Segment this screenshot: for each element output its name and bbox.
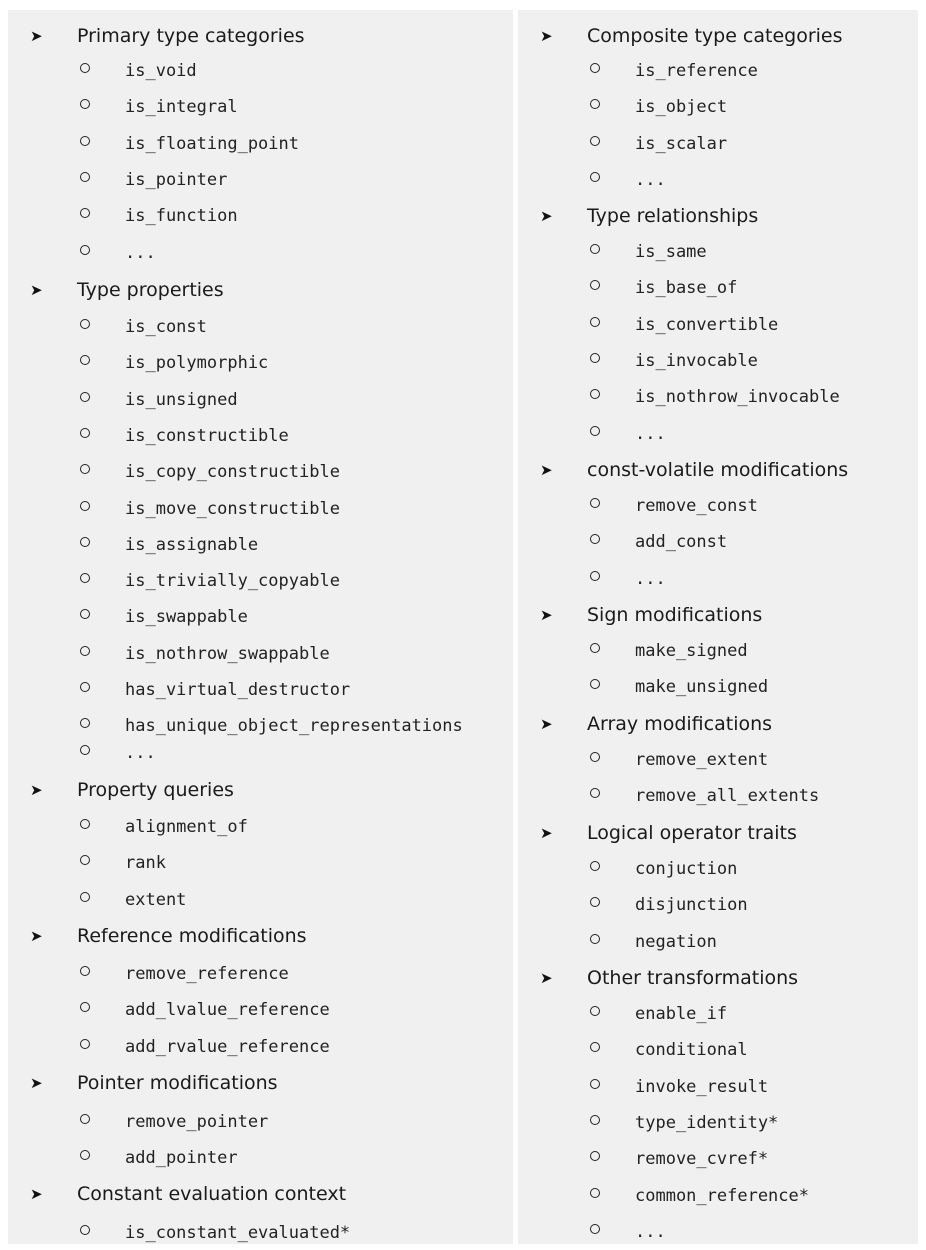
circle-bullet-icon — [590, 389, 600, 399]
list-item-text: is_convertible — [635, 314, 779, 335]
list-item-text: rank — [125, 853, 166, 874]
section-title: Type relationships — [587, 205, 759, 227]
section-title: Property queries — [77, 779, 234, 801]
circle-bullet-icon — [80, 1114, 90, 1124]
arrow-bullet-icon: ➤ — [30, 927, 43, 945]
list-item-text: is_const — [125, 317, 207, 337]
list-item-text: remove_cvref* — [635, 1149, 769, 1170]
circle-bullet-icon — [80, 245, 90, 255]
list-item-text: type_identity* — [635, 1112, 779, 1133]
circle-bullet-icon — [80, 1039, 90, 1049]
list-item-text: ... — [125, 742, 156, 763]
circle-bullet-icon — [80, 319, 90, 329]
list-item-text: add_lvalue_reference — [125, 1000, 330, 1021]
list-item-text: is_swappable — [125, 607, 248, 628]
list-item-text: ... — [635, 568, 666, 589]
circle-bullet-icon — [590, 1115, 600, 1125]
section-title: Composite type categories — [587, 25, 843, 47]
circle-bullet-icon — [80, 501, 90, 511]
list-item-text: has_unique_object_representations — [125, 716, 463, 737]
list-item-text: make_signed — [635, 641, 748, 661]
list-item-text: disjunction — [635, 895, 748, 916]
arrow-bullet-icon: ➤ — [540, 461, 553, 479]
circle-bullet-icon — [80, 1002, 90, 1012]
circle-bullet-icon — [590, 861, 600, 871]
arrow-bullet-icon: ➤ — [540, 207, 553, 225]
circle-bullet-icon — [590, 1224, 600, 1234]
circle-bullet-icon — [80, 392, 90, 402]
list-item-text: is_constructible — [125, 425, 289, 446]
section-title: Other transformations — [587, 967, 799, 989]
circle-bullet-icon — [80, 355, 90, 365]
circle-bullet-icon — [80, 892, 90, 902]
circle-bullet-icon — [80, 855, 90, 865]
arrow-bullet-icon: ➤ — [30, 781, 43, 799]
arrow-bullet-icon: ➤ — [540, 606, 553, 624]
circle-bullet-icon — [590, 534, 600, 544]
list-item-text: remove_const — [635, 496, 758, 516]
circle-bullet-icon — [590, 136, 600, 146]
arrow-bullet-icon: ➤ — [30, 1074, 43, 1092]
circle-bullet-icon — [80, 99, 90, 109]
list-item-text: is_floating_point — [125, 133, 299, 154]
circle-bullet-icon — [590, 679, 600, 689]
list-item-text: is_unsigned — [125, 389, 238, 410]
circle-bullet-icon — [590, 788, 600, 798]
circle-bullet-icon — [80, 718, 90, 728]
circle-bullet-icon — [80, 537, 90, 547]
circle-bullet-icon — [590, 172, 600, 182]
list-item-text: is_function — [125, 206, 238, 227]
list-item-text: is_void — [125, 61, 197, 81]
list-item-text: is_move_constructible — [125, 498, 340, 519]
circle-bullet-icon — [590, 752, 600, 762]
list-item-text: ... — [635, 169, 666, 190]
circle-bullet-icon — [80, 819, 90, 829]
list-item-text: is_pointer — [125, 169, 228, 190]
list-item-text: extent — [125, 889, 187, 910]
circle-bullet-icon — [80, 172, 90, 182]
section-title: Pointer modifications — [77, 1072, 278, 1094]
circle-bullet-icon — [590, 99, 600, 109]
circle-bullet-icon — [590, 1151, 600, 1161]
circle-bullet-icon — [80, 646, 90, 656]
list-item-text: make_unsigned — [635, 677, 769, 698]
list-item-text: alignment_of — [125, 817, 248, 837]
list-item-text: common_reference* — [635, 1185, 809, 1206]
circle-bullet-icon — [590, 1006, 600, 1016]
section-title: Array modifications — [587, 713, 773, 735]
circle-bullet-icon — [590, 498, 600, 508]
circle-bullet-icon — [80, 208, 90, 218]
circle-bullet-icon — [80, 745, 90, 755]
list-item-text: is_trivially_copyable — [125, 571, 340, 592]
section-title: Reference modifications — [77, 925, 307, 947]
section-title: Primary type categories — [77, 25, 305, 47]
circle-bullet-icon — [590, 244, 600, 254]
circle-bullet-icon — [590, 63, 600, 73]
list-item-text: remove_extent — [635, 750, 769, 770]
arrow-bullet-icon: ➤ — [540, 969, 553, 987]
circle-bullet-icon — [80, 63, 90, 73]
list-item-text: is_constant_evaluated* — [125, 1223, 351, 1243]
list-item-text: remove_pointer — [125, 1112, 269, 1132]
list-item-text: is_base_of — [635, 278, 738, 299]
list-item-text: add_const — [635, 532, 728, 553]
section-title: Logical operator traits — [587, 822, 797, 844]
list-item-text: is_nothrow_swappable — [125, 643, 330, 664]
list-item-text: add_rvalue_reference — [125, 1036, 330, 1057]
arrow-bullet-icon: ➤ — [30, 27, 43, 45]
list-item-text: is_polymorphic — [125, 353, 269, 374]
circle-bullet-icon — [80, 966, 90, 976]
list-item-text: negation — [635, 931, 717, 952]
list-item-text: ... — [635, 1221, 666, 1242]
circle-bullet-icon — [590, 897, 600, 907]
list-item-text: is_same — [635, 242, 707, 262]
section-title: Sign modifications — [587, 604, 763, 626]
circle-bullet-icon — [590, 353, 600, 363]
circle-bullet-icon — [80, 1150, 90, 1160]
arrow-bullet-icon: ➤ — [540, 715, 553, 733]
circle-bullet-icon — [590, 1188, 600, 1198]
circle-bullet-icon — [80, 1225, 90, 1235]
list-item-text: is_object — [635, 97, 728, 118]
circle-bullet-icon — [590, 280, 600, 290]
circle-bullet-icon — [590, 934, 600, 944]
right-column — [518, 10, 918, 1244]
list-item-text: conjuction — [635, 859, 738, 879]
section-title: const-volatile modifications — [587, 459, 849, 481]
left-column — [8, 10, 513, 1244]
section-title: Type properties — [77, 279, 224, 301]
list-item-text: is_reference — [635, 61, 758, 81]
circle-bullet-icon — [80, 464, 90, 474]
circle-bullet-icon — [590, 571, 600, 581]
list-item-text: is_copy_constructible — [125, 462, 340, 483]
list-item-text: remove_all_extents — [635, 786, 820, 807]
arrow-bullet-icon: ➤ — [540, 824, 553, 842]
list-item-text: ... — [125, 242, 156, 263]
circle-bullet-icon — [80, 682, 90, 692]
list-item-text: is_assignable — [125, 534, 259, 555]
list-item-text: enable_if — [635, 1004, 728, 1024]
list-item-text: conditional — [635, 1040, 748, 1061]
list-item-text: is_nothrow_invocable — [635, 387, 840, 408]
circle-bullet-icon — [590, 643, 600, 653]
circle-bullet-icon — [590, 426, 600, 436]
list-item-text: remove_reference — [125, 964, 289, 984]
circle-bullet-icon — [80, 573, 90, 583]
circle-bullet-icon — [590, 1079, 600, 1089]
circle-bullet-icon — [80, 428, 90, 438]
list-item-text: is_integral — [125, 97, 238, 118]
list-item-text: is_scalar — [635, 133, 728, 154]
list-item-text: is_invocable — [635, 350, 758, 371]
arrow-bullet-icon: ➤ — [540, 27, 553, 45]
list-item-text: add_pointer — [125, 1148, 238, 1169]
circle-bullet-icon — [80, 136, 90, 146]
circle-bullet-icon — [80, 609, 90, 619]
section-title: Constant evaluation context — [77, 1183, 347, 1205]
arrow-bullet-icon: ➤ — [30, 281, 43, 299]
arrow-bullet-icon: ➤ — [30, 1185, 43, 1203]
list-item-text: invoke_result — [635, 1076, 769, 1097]
list-item-text: has_virtual_destructor — [125, 680, 351, 700]
circle-bullet-icon — [590, 1042, 600, 1052]
circle-bullet-icon — [590, 317, 600, 327]
list-item-text: ... — [635, 423, 666, 444]
